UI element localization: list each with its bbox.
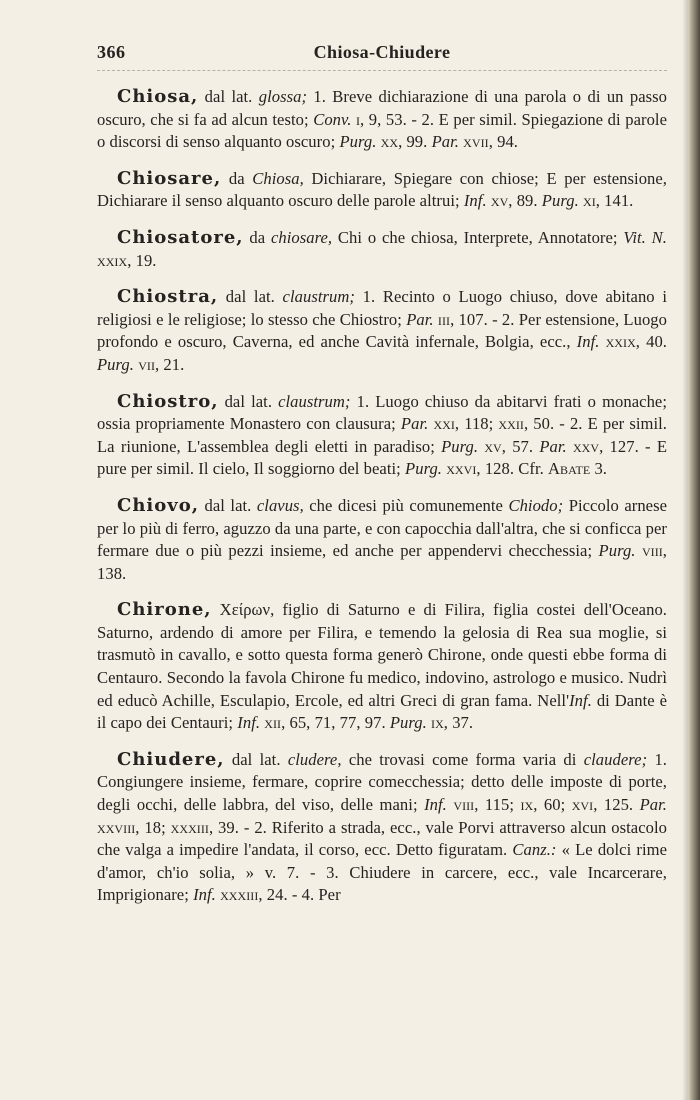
entry-text: che dicesi più comunemente [303, 495, 509, 515]
entry-text: Piccolo arnese per lo più di ferro, aguzzo da una parte, e con capocchia dall'altra, che si conficca per fermare due o più pezzi insieme, ed anche per appendervi checchessia; [97, 495, 668, 561]
entry-text: , 37. [443, 713, 474, 733]
roman-numeral: viii [453, 795, 475, 815]
citation-italic: Par. [400, 414, 429, 434]
citation-italic: Chiosa, [252, 168, 304, 188]
headword: Chiudere, [117, 748, 225, 770]
citation-italic: Par. [406, 309, 434, 329]
entry-text: che trovasi come forma varia di [341, 749, 584, 769]
entry-chirone [97, 599, 667, 735]
entry-text: , 125. [593, 795, 640, 815]
roman-numeral: xv [484, 436, 502, 456]
roman-numeral: viii [641, 541, 663, 561]
citation-italic: Inf. [569, 690, 592, 710]
entry-text: , 141. [595, 191, 634, 211]
running-head: Chiosa-Chiudere [313, 42, 451, 62]
citation-italic: Purg. [389, 713, 427, 733]
entry-chiovo [97, 495, 667, 585]
roman-numeral: xx [380, 132, 399, 152]
citation-italic: cludere, [287, 749, 342, 769]
entry-text: , 138. [97, 541, 667, 583]
roman-numeral: xxxiii [170, 817, 209, 837]
roman-numeral: xxv [572, 436, 600, 456]
entry-text: , 60; [533, 795, 572, 815]
entry-text: , 99. [398, 132, 432, 152]
citation-italic: Purg. [339, 132, 377, 152]
citation-italic: Par. [539, 436, 567, 456]
headword: Chiosare, [117, 167, 222, 189]
citation-italic: Inf. [424, 795, 447, 815]
roman-numeral: xii [264, 713, 282, 733]
entry-text: , 18; [135, 817, 171, 837]
citation-italic: Chiodo; [508, 495, 564, 515]
citation-italic: claustrum; [278, 391, 351, 411]
roman-numeral: xxxiii [220, 885, 259, 905]
roman-numeral: iii [437, 309, 451, 329]
page-number: 366 [97, 42, 126, 62]
entry-text: dal lat. [224, 749, 288, 769]
entry-text: , 19. [127, 250, 157, 270]
entry-text: , 50. - 2. E per simil. La riunione, L'assemblea degli eletti in paradiso; [97, 414, 667, 456]
roman-numeral: xi [582, 191, 596, 211]
citation-italic: Inf. [237, 713, 261, 733]
roman-numeral: xxii [498, 414, 524, 434]
citation-italic: Purg. [97, 354, 134, 374]
header-rule [97, 70, 667, 71]
roman-numeral: ix [520, 795, 534, 815]
citation-italic: Inf. [463, 191, 487, 211]
entry-text: , 21. [155, 354, 185, 374]
entry-text: 1. Luogo chiuso da abitarvi frati o monache; ossia propriamente Monastero con clausura; [97, 391, 667, 434]
entry-text: , 65, 71, 77, 97. [281, 713, 390, 733]
citation-italic: glossa; [258, 87, 308, 106]
entry-text: , 94. [488, 132, 518, 152]
entry-text: , 118; [454, 414, 499, 434]
page-edge [688, 0, 700, 1100]
page-header [97, 42, 667, 68]
citation-italic: Purg. [441, 436, 479, 456]
entry-text: di Dante è il capo dei Centauri; [97, 690, 667, 733]
entry-text: Chi o che chiosa, Interprete, Annotatore; [332, 227, 624, 247]
entry-text: , 127. - E pure per simil. Il cielo, Il soggiorno del beati; [97, 436, 668, 479]
entry-text: , 115; [474, 795, 521, 815]
entry-text: , 40. [635, 332, 668, 352]
citation-italic: chiosare, [270, 227, 333, 247]
entry-text: Dichiarare, Spiegare con chiose; E per estensione, Dichiarare il senso alquanto oscuro delle parole altrui; [97, 168, 667, 211]
roman-numeral: xxi [433, 414, 455, 434]
dictionary-entries [97, 86, 667, 921]
entry-text: « Le dolci rime d'amor, ch'io solia, » v. 7. - 3. Chiudere in carcere, ecc., vale Incarcerare, Imprigionare; [97, 840, 667, 905]
citation-italic: claustrum; [282, 287, 355, 307]
citation-italic: Par. [639, 795, 667, 815]
citation-italic: Vit. N. [623, 227, 667, 247]
entry-text: , 89. [508, 191, 542, 211]
headword: Chiovo, [117, 494, 199, 516]
entry-chiostro [97, 391, 667, 481]
roman-numeral: xvi [571, 795, 594, 815]
entry-chiosa [97, 86, 667, 154]
headword: Chiostro, [117, 390, 219, 412]
entry-text: Χείρων, figlio di Saturno e di Filira, figlia costei dell'Oceano. Saturno, ardendo di amore per Filira, e temendo la gelosia di Rea sua moglie, si trasmutò in cavallo, e sotto questa forma generò Chirone, onde questi ebbe forma di Centauro. Secondo la favola Chirone fu medico, indovino, astrologo e musico. Nudrì ed educò Achille, Esculapio, Ercole, ed altri Greci di gran fama. Nell' [97, 600, 667, 710]
citation-italic: Purg. [405, 459, 443, 479]
entry-text: 1. Recinto o Luogo chiuso, dove abitano i religiosi e le religiose; lo stesso che Chiostro; [97, 287, 667, 329]
roman-numeral: ix [431, 713, 444, 733]
headword: Chiosa, [117, 86, 199, 107]
entry-text: da [221, 168, 253, 188]
entry-text: 3. [590, 459, 607, 479]
citation-italic: Purg. [541, 191, 579, 211]
citation-italic: Purg. [598, 541, 636, 561]
citation-italic: Par. [431, 132, 459, 152]
entry-text: , 107. - 2. Per estensione, Luogo profondo e oscuro, Caverna, ed anche Cavità infernale, Bolgia, ecc., [97, 309, 667, 352]
roman-numeral: xxix [605, 332, 636, 352]
citation-italic: Inf. [576, 332, 600, 352]
entry-chiosare [97, 168, 667, 213]
roman-numeral: Abate [548, 459, 591, 479]
entry-text: dal lat. [218, 391, 279, 411]
entry-text: dal lat. [198, 87, 259, 106]
entry-chiudere [97, 749, 667, 907]
roman-numeral: vii [138, 354, 155, 374]
entry-text: 1. Congiungere insieme, fermare, coprire comecchessia; detto delle imposte di porte, degli occhi, delle labbra, del viso, delle mani; [97, 749, 667, 815]
citation-italic: Conv. [313, 109, 352, 129]
entry-text: dal lat. [218, 287, 283, 307]
entry-text: , 57. [501, 436, 540, 456]
entry-text: , 24. - 4. Per [258, 885, 341, 905]
entry-chiosatore [97, 227, 667, 272]
entry-text: , 9, 53. - 2. E per simil. Spiegazione di parole o discorsi di senso alquanto oscuro; [97, 109, 667, 152]
citation-italic: claudere; [583, 749, 648, 769]
citation-italic: Inf. [193, 885, 216, 905]
roman-numeral: xxviii [97, 817, 136, 837]
headword: Chiostra, [117, 286, 219, 308]
entry-text: , 39. - 2. Riferito a strada, ecc., vale Porvi attraverso alcun ostacolo che valga a impedire l'andata, il corso, ecc. Detto figuratam. [97, 817, 667, 860]
citation-italic: clavus, [256, 495, 304, 515]
roman-numeral: i [355, 109, 361, 129]
entry-text: 1. Breve dichiarazione di una parola o di un passo oscuro, che si fa ad alcun testo; [97, 87, 668, 129]
entry-chiostra [97, 286, 667, 376]
headword: Chiosatore, [117, 226, 244, 248]
roman-numeral: xxix [97, 250, 128, 270]
citation-italic: Canz.: [512, 840, 557, 860]
entry-text: da [243, 227, 271, 247]
entry-text: dal lat. [199, 495, 257, 515]
roman-numeral: xxvi [446, 459, 477, 479]
roman-numeral: xv [490, 191, 509, 211]
roman-numeral: xvii [463, 132, 489, 152]
entry-text: , 128. Cfr. [476, 459, 549, 479]
headword: Chirone, [117, 599, 212, 621]
